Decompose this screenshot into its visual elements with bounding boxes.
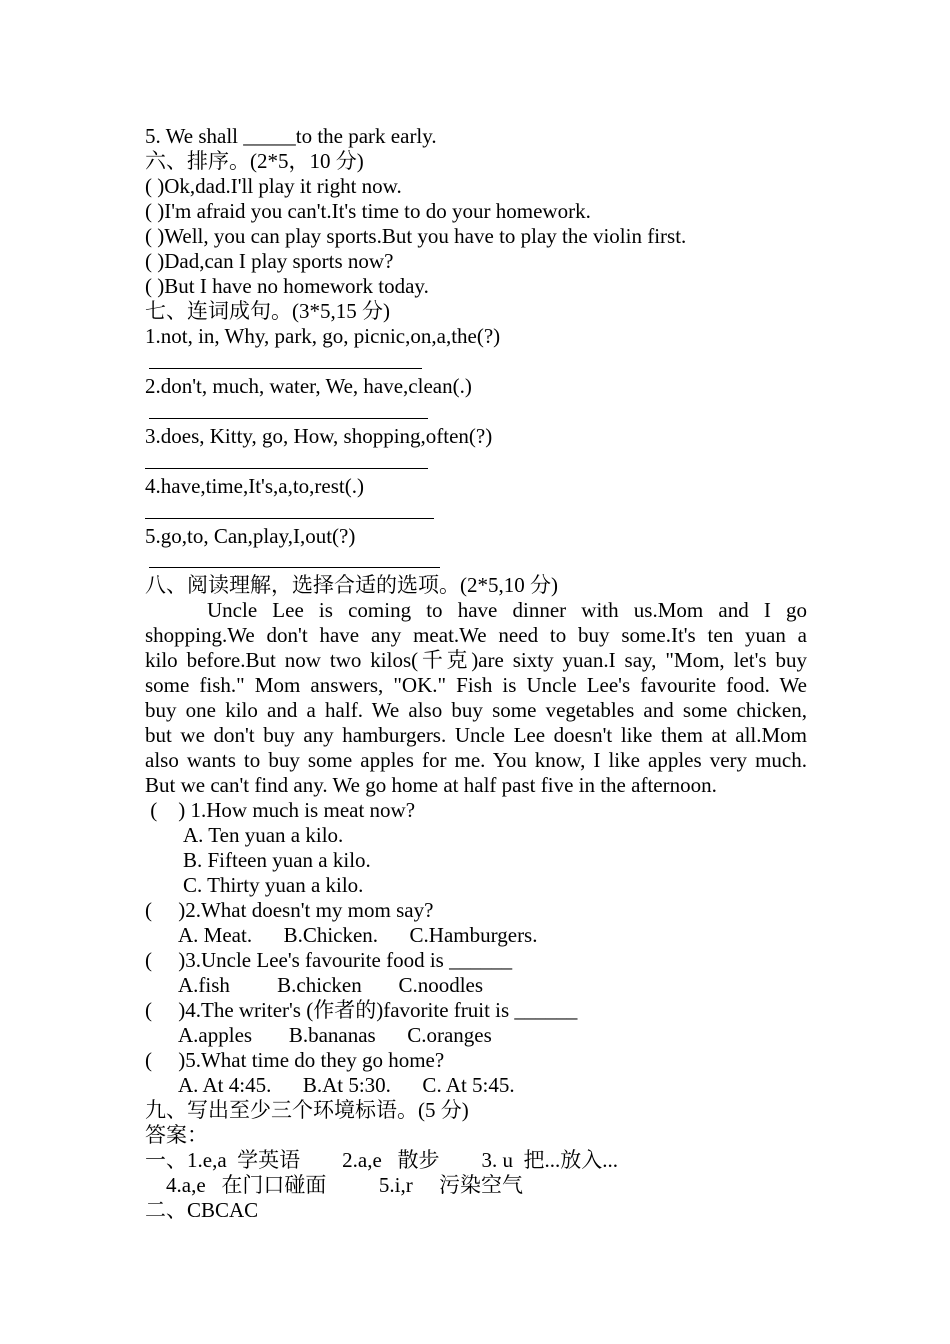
answer-options: A. At 4:45. B.At 5:30. C. At 5:45. <box>178 1073 515 1097</box>
sentence-item: 4.have,time,It's,a,to,rest(.) <box>145 474 364 498</box>
sentence-item: 5.go,to, Can,play,I,out(?) <box>145 524 356 548</box>
section-8-heading: 八、阅读理解，选择合适的选项。(2*5,10 分) <box>145 573 558 597</box>
sentence-item: 1.not, in, Why, park, go, picnic,on,a,the(?) <box>145 324 501 348</box>
answer-key-line: 一、1.e,a 学英语 2.a,e 散步 3. u 把...放入... <box>145 1148 619 1172</box>
sentence-item: 3.does, Kitty, go, How, shopping,often(?) <box>145 424 493 448</box>
answer-line <box>145 468 428 469</box>
passage-line: shopping.We don't have any meat.We need to buy some.It's ten yuan a <box>145 623 807 647</box>
answer-key-line: 4.a,e 在门口碰面 5.i,r 污染空气 <box>166 1173 523 1197</box>
sentence-item: 2.don't, much, water, We, have,clean(.) <box>145 374 472 398</box>
passage-line: also wants to buy some apples for me. You know, I like apples very much. <box>145 748 807 772</box>
reading-question: ( )4.The writer's (作者的)favorite fruit is ______ <box>145 998 578 1022</box>
passage-line: But we can't find any. We go home at half past five in the afternoon. <box>145 773 717 797</box>
passage-line: some fish." Mom answers, "OK." Fish is Uncle Lee's favourite food. We <box>145 673 807 697</box>
passage-line: but we don't buy any hamburgers. Uncle Lee doesn't like them at all.Mom <box>145 723 807 747</box>
reading-question: ( )2.What doesn't my mom say? <box>145 898 434 922</box>
ordering-item: ( )Ok,dad.I'll play it right now. <box>145 174 402 198</box>
ordering-item: ( )But I have no homework today. <box>145 274 429 298</box>
ordering-item: ( )I'm afraid you can't.It's time to do your homework. <box>145 199 591 223</box>
answer-options: A.fish B.chicken C.noodles <box>178 973 484 997</box>
answers-heading: 答案： <box>145 1123 208 1147</box>
reading-question: ( )3.Uncle Lee's favourite food is ______ <box>145 948 513 972</box>
answer-line <box>149 368 422 369</box>
answer-line <box>149 418 428 419</box>
ordering-item: ( )Well, you can play sports.But you have to play the violin first. <box>145 224 687 248</box>
answer-line <box>145 518 434 519</box>
section-9-heading: 九、写出至少三个环境标语。(5 分) <box>145 1098 469 1122</box>
answer-option: B. Fifteen yuan a kilo. <box>183 848 371 872</box>
reading-question: ( )5.What time do they go home? <box>145 1048 445 1072</box>
question-5-fill-blank: 5. We shall _____to the park early. <box>145 124 437 148</box>
answer-options: A.apples B.bananas C.oranges <box>178 1023 492 1047</box>
answer-key-line: 二、CBCAC <box>145 1198 259 1222</box>
answer-line <box>149 567 440 568</box>
answer-option: A. Ten yuan a kilo. <box>183 823 344 847</box>
section-6-heading: 六、排序。(2*5，10 分) <box>145 149 364 173</box>
ordering-item: ( )Dad,can I play sports now? <box>145 249 394 273</box>
answer-option: C. Thirty yuan a kilo. <box>183 873 364 897</box>
answer-options: A. Meat. B.Chicken. C.Hamburgers. <box>178 923 538 947</box>
passage-line: Uncle Lee is coming to have dinner with us.Mom and I go <box>207 598 807 622</box>
section-7-heading: 七、连词成句。(3*5,15 分) <box>145 299 390 323</box>
reading-question: ( ) 1.How much is meat now? <box>145 798 416 822</box>
passage-line: buy one kilo and a half. We also buy some vegetables and some chicken, <box>145 698 807 722</box>
passage-line: kilo before.But now two kilos(千克)are sixty yuan.I say, "Mom, let's buy <box>145 648 807 672</box>
